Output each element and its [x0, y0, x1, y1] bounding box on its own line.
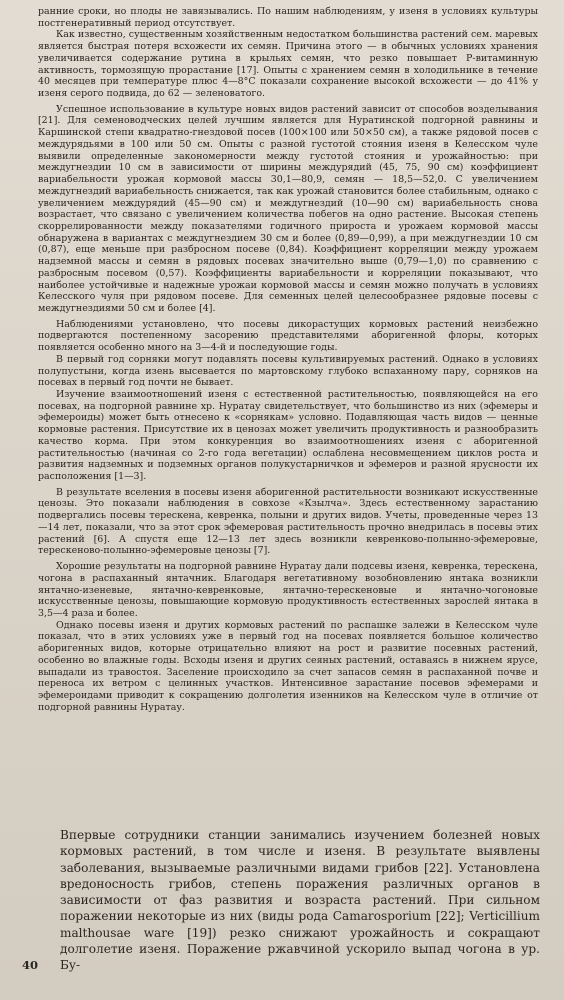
paragraph-diseases: Впервые сотрудники станции занимались изучением болезней новых кормовых растений, в том числе и изеня. В результате выявлены заболевания, вызываемые различными видами грибов [22]. Установлена вредоносность грибов, степень поражения различных органов в зависимости от фаз развития и возраста растений. При сильном поражении некоторые из них (виды рода Camarosporium [22]; Verticillium malthousae ware [19]) резко снижают урожайность и сокращают долголетие изеня. Поражение ржавчиной ускорило выпад чогона в ур. Бу- — [60, 828, 540, 973]
paragraph-4: Наблюдениями установлено, что посевы дикорастущих кормовых растений неизбежно подвергаются постепенному засорению представителями аборигенной флоры, которых появляется особенно много на 3—4-й и последующие годы. — [38, 318, 538, 354]
paragraph-6: Изучение взаимоотношений изеня с естественной растительностью, появляющейся на его посевах, на подгорной равнине хр. Нуратау свидетельствует, что большинство из них (эфемеры и эфемероиды) может быть отнесено к «сорнякам» условно. Подавляющая часть видов — ценные кормовые растения. Присутствие их в ценозах может увеличить продуктивность и разнообразить качество корма. При этом конкуренция во взаимоотношениях изеня с аборигенной растительностью (начиная со 2-го года вегетации) ослаблена несовмещением циклов роста и развития надземных и подземных органов полукустарничков и эфемеров и разной ярусности их расположения [1—3]. — [38, 389, 538, 483]
paragraph-1: ранние сроки, но плоды не завязывались. По нашим наблюдениям, у изеня в условиях культуры постгенеративный период отсутствует. — [38, 6, 538, 29]
paragraph-9: Однако посевы изеня и других кормовых растений по распашке залежи в Келесском чуле показал, что в этих условиях уже в первый год на посевах появляется большое количество аборигенных видов, которые отрицательно влияют на рост и развитие посевных растений, особенно во влажные годы. Всходы изеня и других сеяных растений, оставаясь в нижнем ярусе, выпадали из травостоя. Заселение происходило за счет запасов семян в распаханной почве и переноса их ветром с целинных участков. Интенсивное зарастание посевов эфемерами и эфемероидами приводит к сокращению долголетия изенников на Келесском чуле в отличие от подгорной равнины Нуратау. — [38, 619, 538, 713]
large-text-block — [60, 827, 540, 974]
page-number: 40 — [22, 958, 39, 972]
paragraph-7: В результате вселения в посевы изеня аборигенной растительности возникают искусственные ценозы. Это показали наблюдения в совхозе «Кзылча». Здесь естественному зарастанию подвергались посевы терескена, кевренка, полыни и других видов. Учеты, проведенные через 13—14 лет, показали, что за этот срок эфемеровая растительность прочно внедрилась в посевы этих растений [6]. А спустя еще 12—13 лет здесь возникли кевренково-полынно-эфемеровые, терескеново-полынно-эфемеровые ценозы [7]. — [38, 486, 538, 557]
paragraph-3: Успешное использование в культуре новых видов растений зависит от способов возделывания [21]. Для семеноводческих целей лучшим является для Нуратинской подгорной равнины и Каршинской степи квадратно-гнездовой посев (100×100 или 50×50 см), а также рядовой посев с междурядьями в 100 или 50 см. Опыты с разной густотой стояния изеня в Келесском чуле выявили определенные закономерности между густотой стояния и урожайностью: при междугнездии 10 см в зависимости от ширины междурядий (45, 75, 90 см) коэффициент вариабельности урожая кормовой массы 30,1—80,9, семян — 18,5—52,0. С увеличением междугнездий вариабельность снижается, так как урожай становится более стабильным, однако с увеличением междурядий (45—90 см) и междугнездий (10—90 см) вариабельность снова возрастает, что связано с увеличением количества побегов на одно растение. Высокая степень скоррелированности между показателями годичного прироста и урожаем кормовой массы обнаружена в вариантах с междугнездием 30 см и более (0,89—0,99), а при междугнездии 10 см (0,87), еще меньше при разбросном посеве (0,84). Коэффициент корреляции между урожаем надземной массы и семян в рядовых посевах значительно выше (0,79—1,0) по сравнению с разбросным посевом (0,57). Коэффициенты вариабельности и корреляции показывают, что наиболее устойчивые и надежные урожаи кормовой массы и семян можно получать в условиях Келесского чуля при рядовом посеве. Для семенных целей целесообразнее рядовые посевы с междугнездиями 50 см и более [4]. — [38, 103, 538, 314]
small-text-block — [38, 6, 538, 713]
paragraph-8: Хорошие результаты на подгорной равнине Нуратау дали подсевы изеня, кевренка, терескена, чогона в распаханный янтачник. Благодаря вегетативному возобновлению янтака возникли янтачно-изеневые, янтачно-кевренковые, янтачно-терескеновые и янтачно-чогоновые искусственные ценозы, повышающие кормовую продуктивность естественных зарослей янтака в 3,5—4 раза и более. — [38, 561, 538, 619]
paragraph-5: В первый год сорняки могут подавлять посевы культивируемых растений. Однако в условиях полупустыни, когда изень высевается по мартовскому глубоко вспаханному пару, сорняков на посевах в первый год почти не бывает. — [38, 353, 538, 389]
paragraph-2: Как известно, существенным хозяйственным недостатком большинства растений сем. маревых является быстрая потеря всхожести их семян. Причина этого — в обычных условиях хранения увеличивается содержание рутина в крыльях семян, что резко повышает Р-витаминную активность, тормозящую прорастание [17]. Опыты с хранением семян в холодильнике в течение 40 месяцев при температуре плюс 4—8°С показали сохранение высокой всхожести — до 41% у изеня серого подвида, до 62 — зеленоватого. — [38, 29, 538, 100]
